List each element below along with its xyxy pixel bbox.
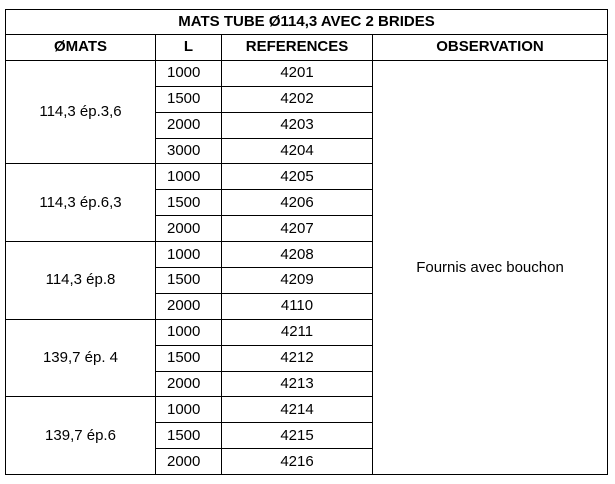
length-cell: 1000 (156, 60, 222, 86)
reference-cell: 4206 (222, 190, 373, 216)
length-cell: 1500 (156, 86, 222, 112)
length-cell: 2000 (156, 293, 222, 319)
length-cell: 1000 (156, 397, 222, 423)
reference-cell: 4213 (222, 371, 373, 397)
header-references: REFERENCES (222, 35, 373, 61)
reference-cell: 4110 (222, 293, 373, 319)
length-cell: 2000 (156, 371, 222, 397)
length-cell: 2000 (156, 216, 222, 242)
reference-cell: 4203 (222, 112, 373, 138)
observation-cell: Fournis avec bouchon (373, 60, 608, 474)
title-row (6, 10, 608, 35)
length-cell: 2000 (156, 449, 222, 475)
length-cell: 1500 (156, 190, 222, 216)
length-cell: 1000 (156, 242, 222, 268)
table-title: MATS TUBE Ø114,3 AVEC 2 BRIDES (6, 10, 608, 35)
length-cell: 1500 (156, 268, 222, 294)
reference-cell: 4208 (222, 242, 373, 268)
mats-table (5, 9, 608, 475)
length-cell: 1500 (156, 345, 222, 371)
length-cell: 1500 (156, 423, 222, 449)
length-cell: 3000 (156, 138, 222, 164)
mat-cell: 114,3 ép.8 (6, 242, 156, 320)
table-row (6, 60, 608, 86)
length-cell: 1000 (156, 319, 222, 345)
length-cell: 1000 (156, 164, 222, 190)
reference-cell: 4212 (222, 345, 373, 371)
mat-cell: 114,3 ép.6,3 (6, 164, 156, 242)
header-observation: OBSERVATION (373, 35, 608, 61)
mat-cell: 139,7 ép.6 (6, 397, 156, 475)
reference-cell: 4204 (222, 138, 373, 164)
header-l: L (156, 35, 222, 61)
mat-cell: 139,7 ép. 4 (6, 319, 156, 397)
reference-cell: 4211 (222, 319, 373, 345)
reference-cell: 4201 (222, 60, 373, 86)
reference-cell: 4205 (222, 164, 373, 190)
header-mats: ØMATS (6, 35, 156, 61)
reference-cell: 4207 (222, 216, 373, 242)
reference-cell: 4215 (222, 423, 373, 449)
reference-cell: 4216 (222, 449, 373, 475)
reference-cell: 4214 (222, 397, 373, 423)
reference-cell: 4202 (222, 86, 373, 112)
reference-cell: 4209 (222, 268, 373, 294)
mat-cell: 114,3 ép.3,6 (6, 60, 156, 164)
header-row (6, 35, 608, 61)
length-cell: 2000 (156, 112, 222, 138)
